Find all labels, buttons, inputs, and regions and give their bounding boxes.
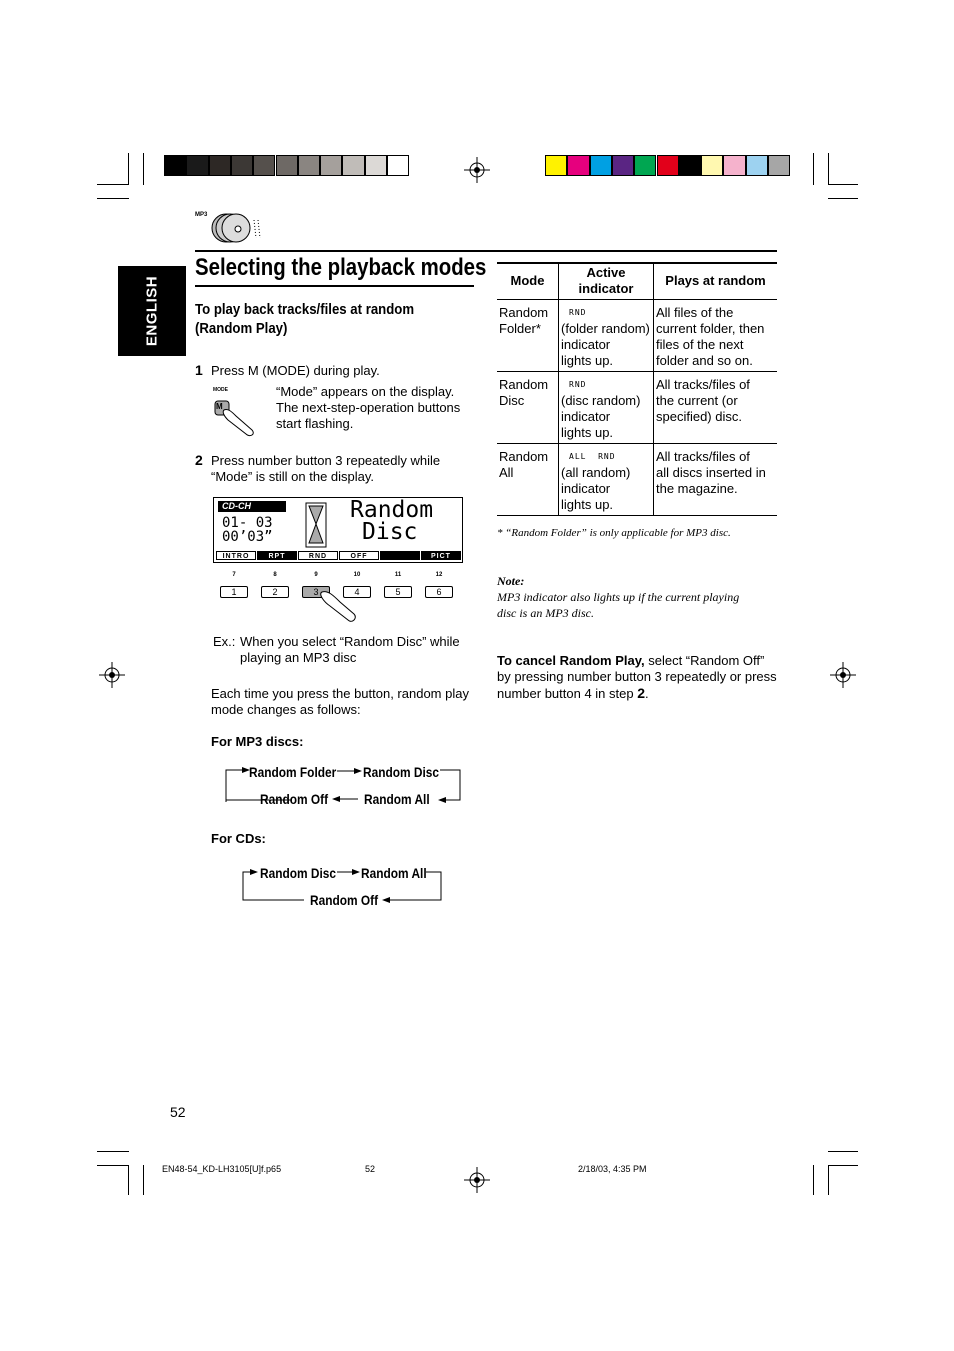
table-row xyxy=(497,444,777,516)
lcd-button-label: INTRO xyxy=(216,551,256,560)
footer-date: 2/18/03, 4:35 PM xyxy=(578,1164,647,1174)
gray-swatch xyxy=(320,155,342,176)
button-number-label: 9 xyxy=(314,572,318,578)
indicator-cell: RND (folder random) indicator lights up. xyxy=(559,300,654,372)
lcd-display xyxy=(213,497,463,563)
button-number-label: 11 xyxy=(394,572,402,578)
footer-filename: EN48-54_KD-LH3105[U]f.p65 xyxy=(162,1164,282,1174)
color-swatch xyxy=(567,155,589,176)
page-number: 52 xyxy=(170,1104,186,1120)
number-button[interactable]: 6 xyxy=(425,586,453,598)
indicator-icon: RND xyxy=(569,308,587,317)
mode-cell: Random Folder* xyxy=(497,300,559,372)
title-rule xyxy=(195,250,777,252)
color-swatch xyxy=(634,155,656,176)
cancel-bold: To cancel Random Play, xyxy=(497,653,645,668)
cancel-text: by pressing number button 3 repeatedly or press xyxy=(497,669,777,684)
table-row xyxy=(497,300,777,372)
flow-random-off: Random Off xyxy=(310,892,379,908)
plays-cell: All tracks/files of all discs inserted in the magazine. xyxy=(654,444,778,516)
description-line: start flashing. xyxy=(276,416,354,431)
mode-line-2: Disc xyxy=(362,519,418,545)
color-swatch xyxy=(612,155,634,176)
example-line: When you select “Random Disc” while xyxy=(240,634,460,649)
registration-mark-icon xyxy=(464,157,490,183)
cancel-text: select “Random Off” xyxy=(644,653,765,668)
table-row xyxy=(497,372,777,444)
flow-random-all: Random All xyxy=(364,791,430,807)
note-body xyxy=(497,589,739,621)
gray-swatch xyxy=(186,155,208,176)
gray-swatch xyxy=(365,155,387,176)
step-line: Press number button 3 repeatedly while xyxy=(211,453,441,468)
page-title: Selecting the playback modes xyxy=(195,254,487,281)
track-readout: 01- 03 xyxy=(222,515,273,531)
gray-swatch xyxy=(209,155,231,176)
note-heading: Note: xyxy=(497,574,525,588)
mode-change-description xyxy=(211,686,469,718)
lcd-button-label: OFF xyxy=(339,551,379,560)
description-line: Each time you press the button, random play xyxy=(211,686,469,701)
number-button[interactable]: 2 xyxy=(261,586,289,598)
indicator-cell: RND (disc random) indicator lights up. xyxy=(559,372,654,444)
cancel-text: number button 4 in step xyxy=(497,686,638,701)
color-swatch xyxy=(657,155,679,176)
side-tab-label: ENGLISH xyxy=(143,275,161,347)
subtitle-line: (Random Play) xyxy=(195,320,288,337)
color-swatch xyxy=(590,155,612,176)
button-number-label: 8 xyxy=(273,572,277,578)
column-header: Plays at random xyxy=(654,262,778,300)
step1-description xyxy=(276,384,460,432)
footnote: * “Random Folder” is only applicable for MP3 disc. xyxy=(497,527,731,539)
lcd-button-strip xyxy=(216,551,460,561)
flow-random-disc: Random Disc xyxy=(363,764,440,780)
lcd-button-label: PICT xyxy=(421,551,461,560)
step-number: 1 xyxy=(195,362,203,378)
column-header xyxy=(559,262,654,300)
gray-swatch xyxy=(253,155,275,176)
step2-text xyxy=(211,453,440,485)
color-swatch xyxy=(701,155,723,176)
mp3-badge-label: MP3 xyxy=(195,212,208,218)
flow-random-disc: Random Disc xyxy=(260,865,337,881)
lcd-button-label: RPT xyxy=(257,551,297,560)
cancel-instructions xyxy=(497,653,777,702)
description-line: The next-step-operation buttons xyxy=(276,400,461,415)
color-swatch xyxy=(545,155,567,176)
subtitle-line: To play back tracks/files at random xyxy=(195,301,415,318)
source-indicator: CD-CH xyxy=(218,501,286,512)
footer-page: 52 xyxy=(365,1164,376,1174)
flow-random-off: Random Off xyxy=(260,791,329,807)
button-number-label: 12 xyxy=(435,572,443,578)
column-header-text: Active indicator xyxy=(578,264,634,296)
number-button[interactable]: 4 xyxy=(343,586,371,598)
color-swatch xyxy=(723,155,745,176)
registration-mark-icon xyxy=(464,1167,490,1193)
example-prefix: Ex.: xyxy=(213,634,236,649)
title-underline xyxy=(195,285,474,287)
note-line: disc is an MP3 disc. xyxy=(497,606,594,620)
registration-mark-icon xyxy=(99,662,125,688)
finger-press-icon xyxy=(308,584,368,626)
color-swatch xyxy=(768,155,790,176)
indicator-cell: ALL RND (all random) indicator lights up. xyxy=(559,444,654,516)
cancel-text: . xyxy=(645,686,649,701)
plays-cell: All tracks/files of the current (or specified) disc. xyxy=(654,372,778,444)
step-line: “Mode” is still on the display. xyxy=(211,469,375,484)
flow-random-all: Random All xyxy=(361,865,427,881)
flow-random-folder: Random Folder xyxy=(249,764,337,780)
time-readout: 00’03” xyxy=(222,529,273,545)
hourglass-icon xyxy=(304,502,328,548)
mode-button-letter: M xyxy=(216,402,223,411)
gray-swatch xyxy=(276,155,298,176)
cancel-step-number: 2 xyxy=(637,685,645,701)
plays-cell: All files of the current folder, then files of the next folder and so on. xyxy=(654,300,778,372)
number-button[interactable]: 5 xyxy=(384,586,412,598)
button-number-label: 10 xyxy=(353,572,361,578)
registration-mark-icon xyxy=(830,662,856,688)
gray-swatch xyxy=(298,155,320,176)
cd-heading: For CDs: xyxy=(211,831,266,846)
mode-cell: Random Disc xyxy=(497,372,559,444)
lcd-button-label xyxy=(380,551,420,560)
column-header: Mode xyxy=(497,262,559,300)
number-button[interactable]: 1 xyxy=(220,586,248,598)
number-button[interactable]: 3 xyxy=(302,586,330,598)
description-line: “Mode” appears on the display. xyxy=(276,384,455,399)
button-number-label: 7 xyxy=(232,572,236,578)
gray-swatch xyxy=(387,155,409,176)
mode-button-caption: MODE xyxy=(213,387,228,393)
note-line: MP3 indicator also lights up if the current playing xyxy=(497,590,740,604)
language-side-tab xyxy=(118,266,186,356)
description-line: mode changes as follows: xyxy=(211,702,361,717)
color-swatch xyxy=(746,155,768,176)
mode-line-1: Random xyxy=(350,497,434,523)
example-text xyxy=(240,634,460,666)
mp3-disc-icon xyxy=(208,212,264,244)
gray-swatch xyxy=(231,155,253,176)
table-header-row xyxy=(497,262,777,300)
random-mode-table xyxy=(497,262,777,516)
section-subtitle xyxy=(195,300,414,338)
color-swatch xyxy=(679,155,701,176)
indicator-icon: ALL RND xyxy=(569,452,616,461)
lcd-button-label: RND xyxy=(298,551,338,560)
gray-swatch xyxy=(342,155,364,176)
step-text: Press M (MODE) during play. xyxy=(211,363,380,378)
mode-cell: Random All xyxy=(497,444,559,516)
indicator-icon: RND xyxy=(569,380,587,389)
example-line: playing an MP3 disc xyxy=(240,650,357,665)
step-number: 2 xyxy=(195,452,203,468)
mp3-heading: For MP3 discs: xyxy=(211,734,304,749)
gray-swatch xyxy=(164,155,186,176)
